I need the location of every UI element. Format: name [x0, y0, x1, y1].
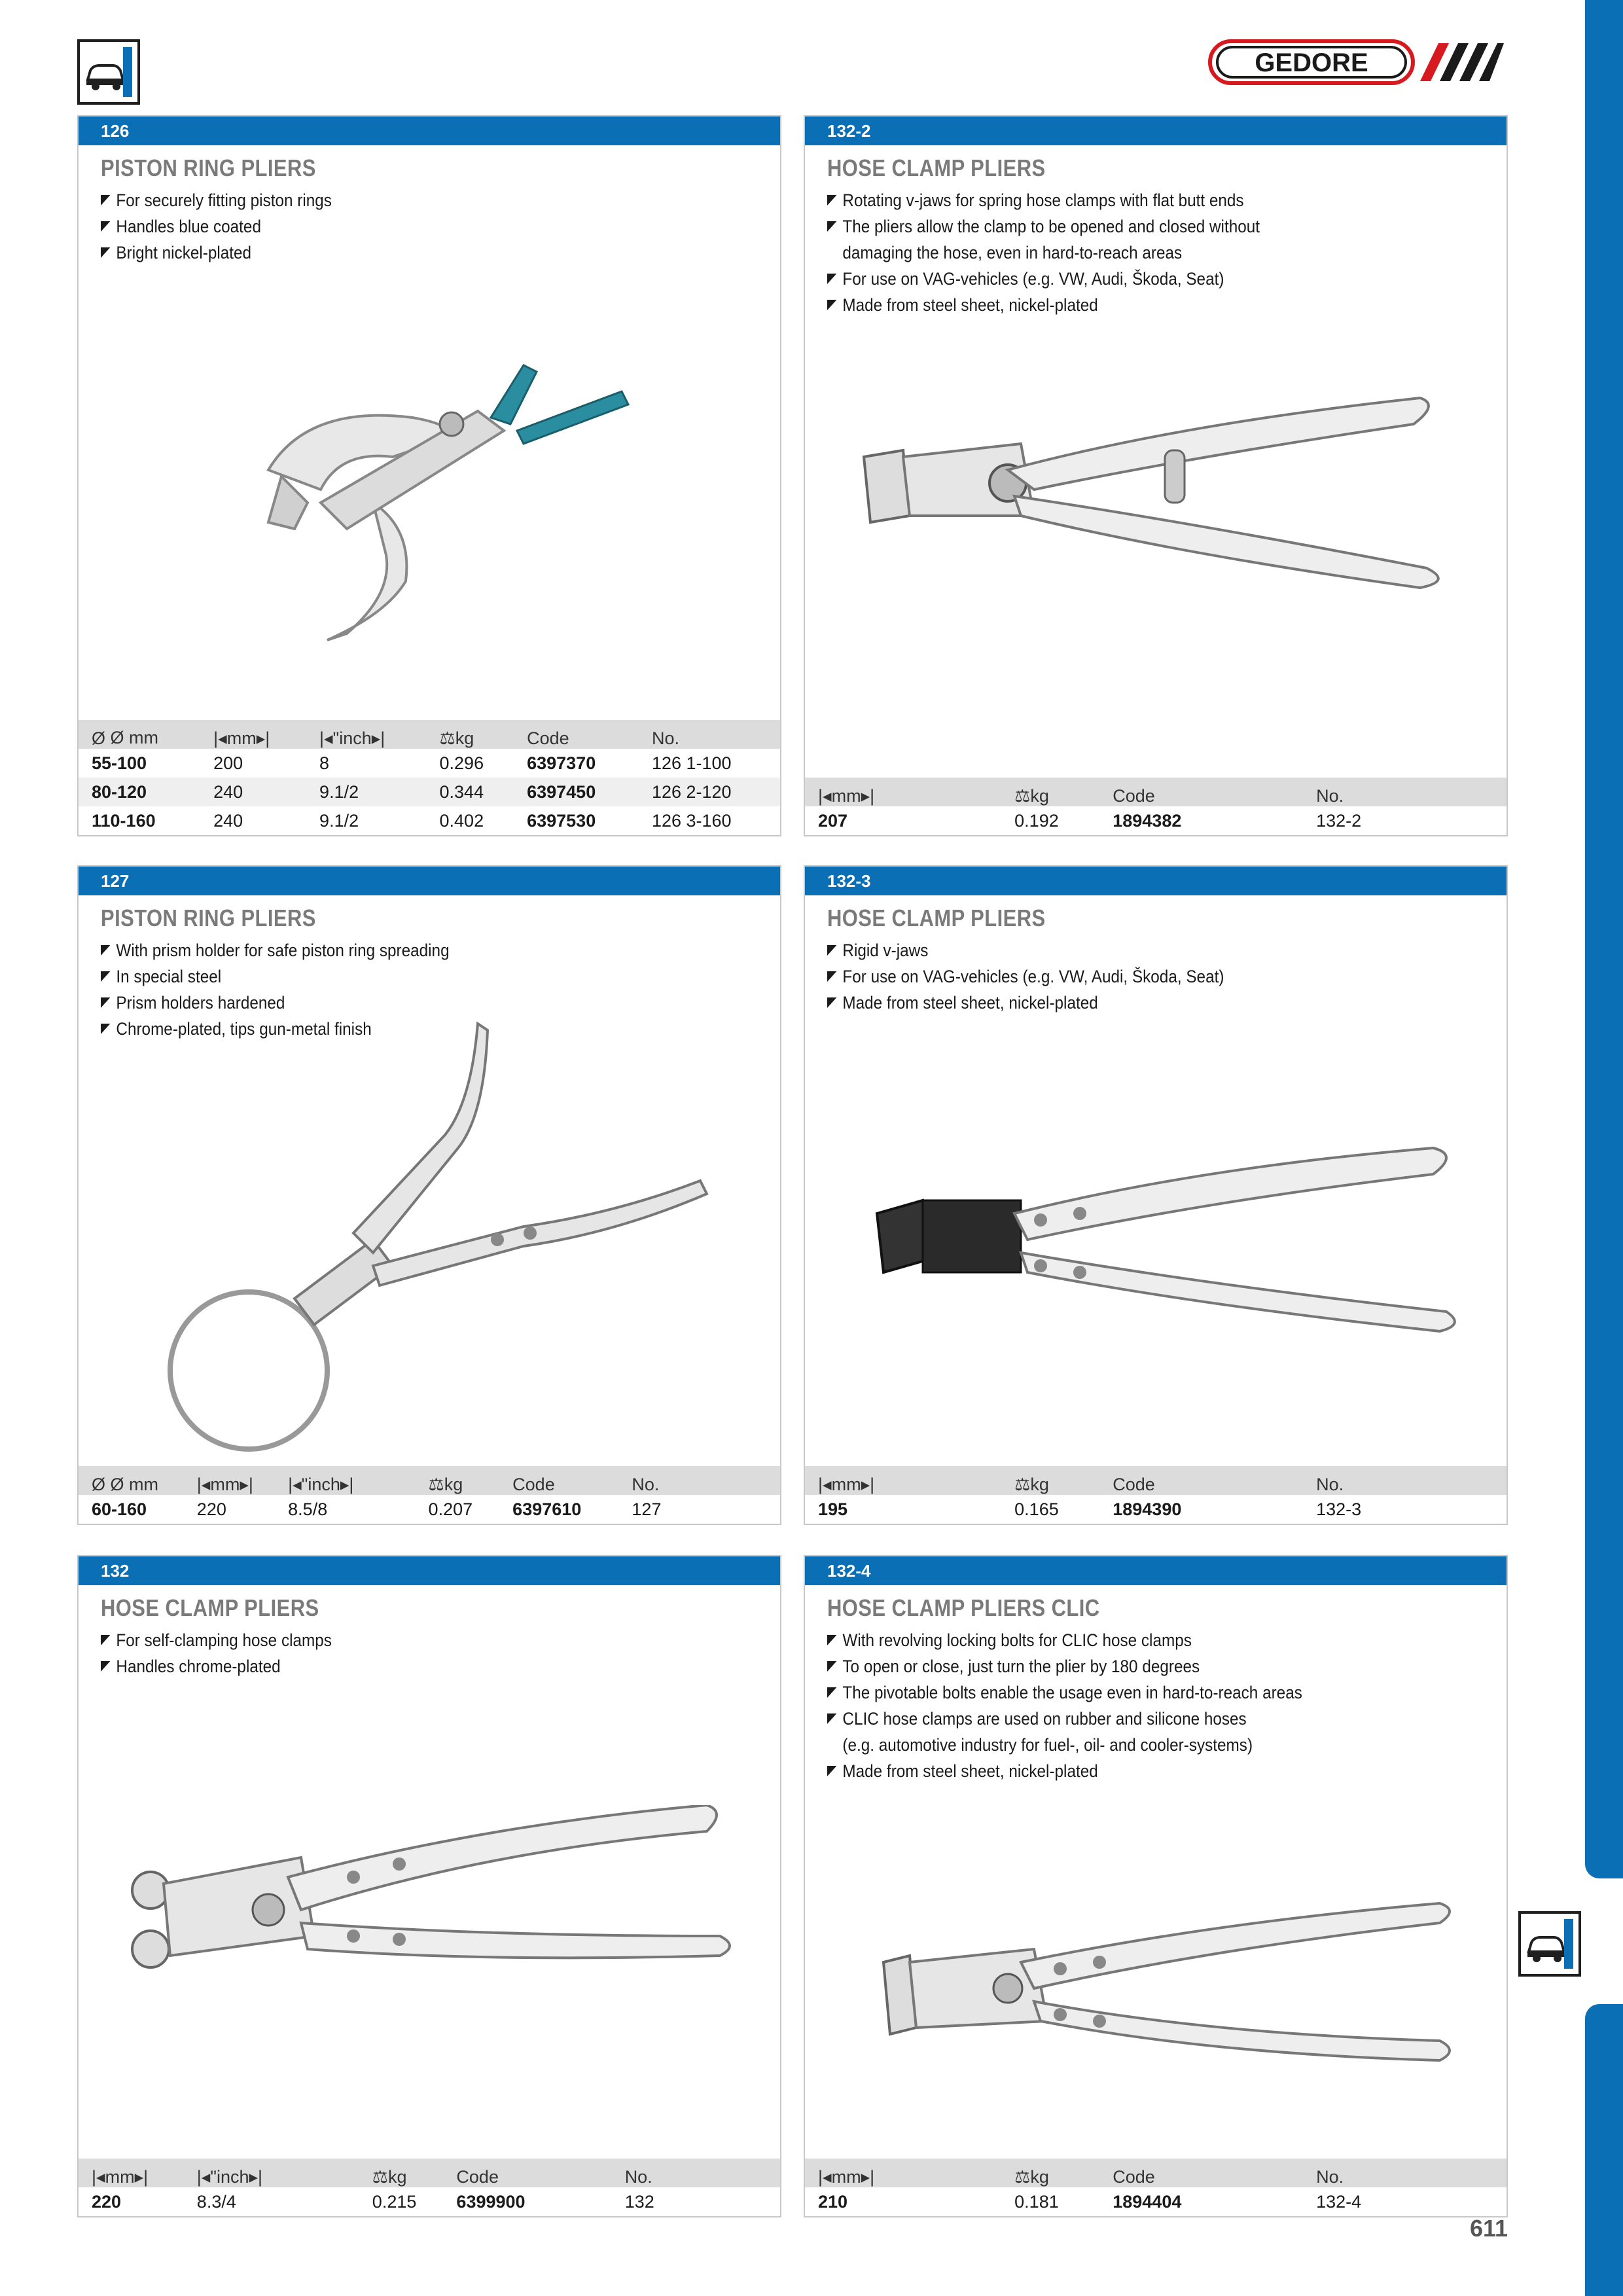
- hose-clamp-pliers-image: [851, 385, 1466, 620]
- feature-item: Made from steel sheet, nickel-plated: [827, 1758, 1438, 1784]
- col-no: No.: [639, 720, 780, 749]
- scale-icon: ⚖: [1014, 786, 1031, 806]
- feature-item: The pliers allow the clamp to be opened and closed without: [827, 213, 1438, 240]
- col-code: Code: [514, 720, 639, 749]
- col-no: No.: [1303, 778, 1507, 806]
- feature-item: damaging the hose, even in hard-to-reach areas: [842, 243, 1183, 262]
- feature-item: Prism holders hardened: [101, 990, 712, 1016]
- col-weight: ⚖kg: [1001, 2159, 1099, 2187]
- col-length-inch: |◂"inch▸|: [184, 2159, 359, 2187]
- feature-item: (e.g. automotive industry for fuel-, oil- and cooler-systems): [842, 1735, 1253, 1755]
- product-card-132-2: [804, 115, 1508, 836]
- length-icon: |◂: [213, 728, 227, 748]
- automotive-category-icon: [77, 39, 140, 105]
- hose-clamp-pliers-self-clamping-image: [118, 1805, 772, 2015]
- col-length-mm: |◂mm▸|: [79, 2159, 184, 2187]
- product-title: HOSE CLAMP PLIERS CLIC: [827, 1594, 1100, 1621]
- hose-clamp-pliers-clic-image: [870, 1897, 1472, 2093]
- col-weight: ⚖kg: [1001, 1466, 1099, 1495]
- product-card-132: [77, 1555, 781, 2217]
- col-weight: ⚖kg: [1001, 778, 1099, 806]
- feature-item: CLIC hose clamps are used on rubber and silicone hoses: [827, 1706, 1438, 1732]
- table-row: 60-160 220 8.5/8 0.207 6397610 127: [92, 1499, 662, 1519]
- product-title: HOSE CLAMP PLIERS: [827, 154, 1046, 181]
- spec-table: [805, 2159, 1507, 2216]
- product-card-127: [77, 865, 781, 1525]
- col-code: Code: [443, 2159, 611, 2187]
- piston-ring-pliers-image: [177, 306, 740, 660]
- col-length-mm: |◂mm▸|: [184, 1466, 275, 1495]
- feature-item: To open or close, just turn the plier by 180 degrees: [827, 1653, 1438, 1679]
- feature-item: Bright nickel-plated: [101, 240, 712, 266]
- col-diameter: Ø Ø mm: [79, 1466, 184, 1495]
- product-title: PISTON RING PLIERS: [101, 154, 316, 181]
- feature-item: For use on VAG-vehicles (e.g. VW, Audi, Škoda, Seat): [827, 963, 1438, 990]
- col-no: No.: [1303, 1466, 1507, 1495]
- spec-table: [79, 720, 780, 835]
- table-row: 207 0.192 1894382 132-2: [818, 810, 1362, 831]
- col-length-mm: |◂mm▸|: [805, 778, 1001, 806]
- product-card-132-3: [804, 865, 1508, 1525]
- col-length-mm: |◂mm▸|: [200, 720, 306, 749]
- feature-list: [827, 937, 1507, 1016]
- spec-table: [805, 778, 1507, 835]
- col-code: Code: [1099, 778, 1303, 806]
- col-code: Code: [499, 1466, 618, 1495]
- feature-item: Made from steel sheet, nickel-plated: [827, 990, 1438, 1016]
- feature-item: With prism holder for safe piston ring spreading: [101, 937, 712, 963]
- col-weight: ⚖kg: [359, 2159, 444, 2187]
- scale-icon: ⚖: [428, 1475, 444, 1494]
- feature-item: Rotating v-jaws for spring hose clamps with flat butt ends: [827, 187, 1438, 213]
- col-no: No.: [1303, 2159, 1507, 2187]
- feature-item: Rigid v-jaws: [827, 937, 1438, 963]
- feature-item: Chrome-plated, tips gun-metal finish: [101, 1016, 712, 1042]
- scale-icon: ⚖: [1014, 1475, 1031, 1494]
- feature-item: The pivotable bolts enable the usage even in hard-to-reach areas: [827, 1679, 1438, 1706]
- feature-item: Made from steel sheet, nickel-plated: [827, 292, 1438, 318]
- product-title: HOSE CLAMP PLIERS: [101, 1594, 319, 1621]
- piston-ring-pliers-prism-image: [157, 1017, 720, 1462]
- product-number: 132: [79, 1556, 780, 1585]
- product-title: HOSE CLAMP PLIERS: [827, 905, 1046, 931]
- spec-table: [79, 1466, 780, 1524]
- scale-icon: ⚖: [1014, 2167, 1031, 2187]
- col-weight: ⚖kg: [427, 720, 514, 749]
- table-row: 80-120 240 9.1/2 0.344 6397450 126 2-120: [79, 778, 780, 806]
- scale-icon: ⚖: [439, 728, 455, 748]
- table-row: 210 0.181 1894404 132-4: [818, 2191, 1362, 2212]
- col-code: Code: [1099, 1466, 1303, 1495]
- side-color-tab-bottom: [1585, 2004, 1623, 2296]
- feature-item: In special steel: [101, 963, 712, 990]
- product-number: 132-2: [805, 117, 1507, 145]
- col-weight: ⚖kg: [416, 1466, 500, 1495]
- col-length-mm: |◂mm▸|: [805, 2159, 1001, 2187]
- product-number: 127: [79, 867, 780, 895]
- product-card-132-4: [804, 1555, 1508, 2217]
- spec-table: [79, 2159, 780, 2216]
- feature-list: [827, 187, 1507, 318]
- col-length-mm: |◂mm▸|: [805, 1466, 1001, 1495]
- diameter-icon: Ø: [92, 728, 106, 748]
- product-number: 126: [79, 117, 780, 145]
- side-color-tab-top: [1585, 0, 1623, 1878]
- product-card-126: [77, 115, 781, 836]
- product-number: 132-4: [805, 1556, 1507, 1585]
- product-number: 132-3: [805, 867, 1507, 895]
- hose-clamp-pliers-rigid-image: [870, 1141, 1472, 1364]
- feature-list: [827, 1627, 1507, 1784]
- logo-text: GEDORE: [1255, 48, 1368, 77]
- col-no: No.: [612, 2159, 780, 2187]
- diameter-icon: Ø: [92, 1475, 106, 1494]
- col-no: No.: [618, 1466, 780, 1495]
- table-row: 110-160 240 9.1/2 0.402 6397530 126 3-160: [92, 810, 732, 831]
- feature-list: [101, 1627, 780, 1679]
- spec-table: [805, 1466, 1507, 1524]
- col-diameter: Ø Ø mm: [79, 720, 200, 749]
- table-row: 55-100 200 8 0.296 6397370 126 1-100: [92, 753, 732, 773]
- feature-list: [101, 187, 780, 266]
- table-row: 220 8.3/4 0.215 6399900 132: [92, 2191, 654, 2212]
- automotive-category-tab-icon[interactable]: [1518, 1911, 1581, 1977]
- col-length-inch: |◂"inch▸|: [275, 1466, 415, 1495]
- table-row: 195 0.165 1894390 132-3: [818, 1499, 1362, 1519]
- feature-item: With revolving locking bolts for CLIC hose clamps: [827, 1627, 1438, 1653]
- scale-icon: ⚖: [372, 2167, 389, 2187]
- feature-item: For self-clamping hose clamps: [101, 1627, 712, 1653]
- product-title: PISTON RING PLIERS: [101, 905, 316, 931]
- page-number: 611: [1470, 2215, 1508, 2242]
- feature-item: Handles blue coated: [101, 213, 712, 240]
- col-code: Code: [1099, 2159, 1303, 2187]
- feature-item: For securely fitting piston rings: [101, 187, 712, 213]
- col-length-inch: |◂"inch▸|: [306, 720, 426, 749]
- feature-item: For use on VAG-vehicles (e.g. VW, Audi, Škoda, Seat): [827, 266, 1438, 292]
- gedore-logo: [1208, 39, 1504, 85]
- feature-item: Handles chrome-plated: [101, 1653, 712, 1679]
